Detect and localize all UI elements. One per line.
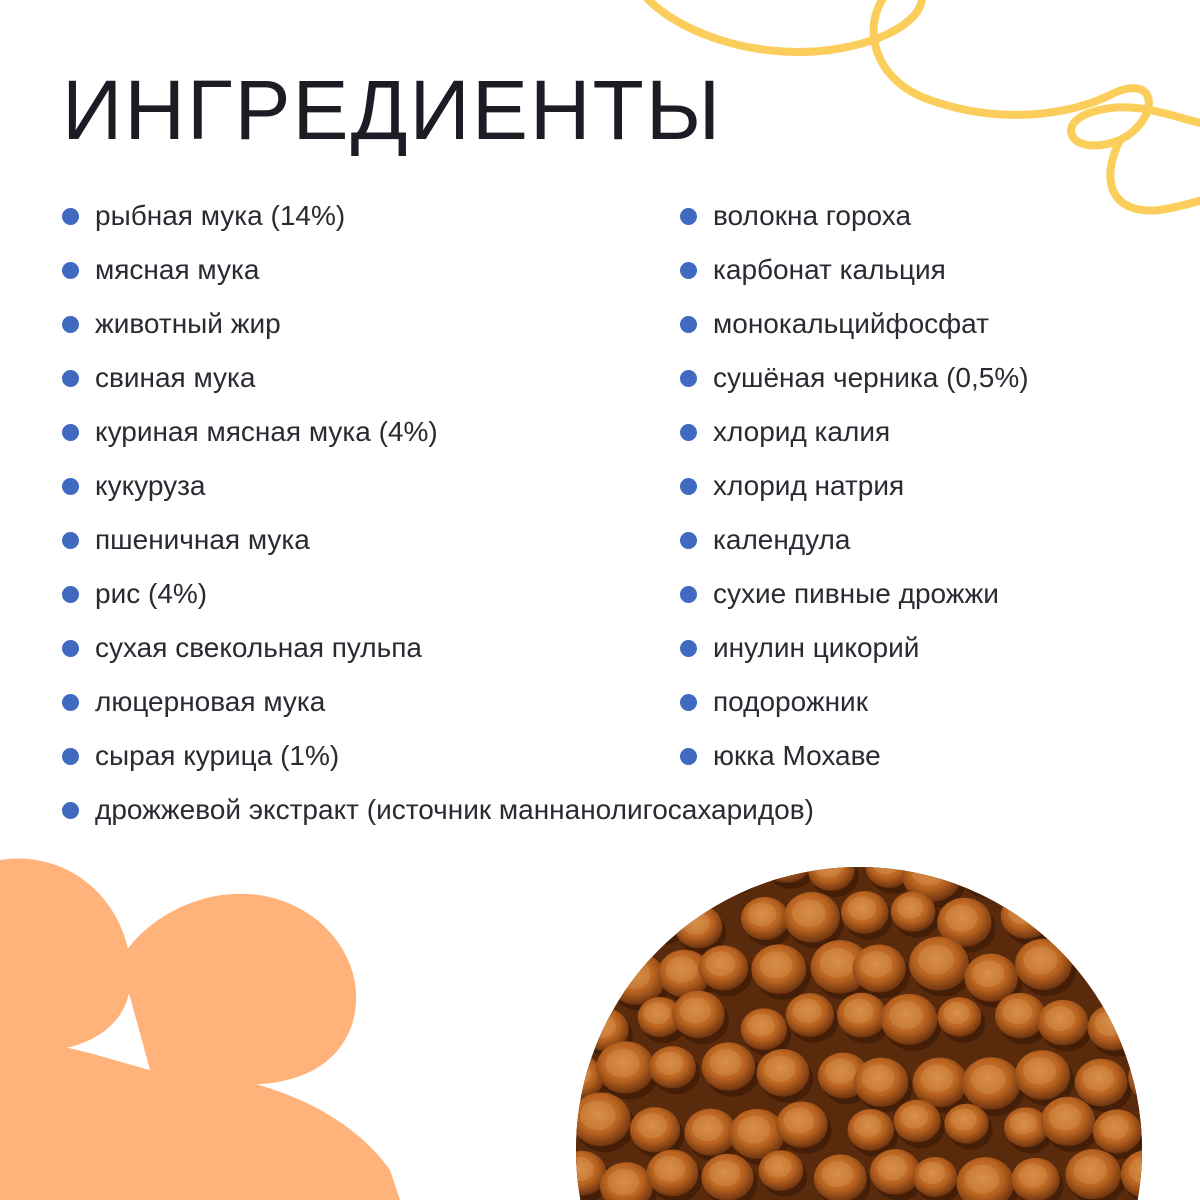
- kibble-pellet: [597, 867, 653, 895]
- ingredient-label: свиная мука: [95, 362, 256, 393]
- ingredient-label: сырая курица (1%): [95, 740, 340, 771]
- bullet-dot: [62, 424, 79, 441]
- bullet-dot: [680, 478, 697, 495]
- kibble-pellet: [1076, 867, 1127, 890]
- ingredient-label: сухая свекольная пульпа: [95, 632, 422, 663]
- bullet-dot: [680, 640, 697, 657]
- flower-decoration: [0, 840, 460, 1200]
- bullet-dot: [62, 532, 79, 549]
- ingredient-label: сушёная черника (0,5%): [713, 362, 1029, 393]
- ingredient-item: [62, 783, 814, 837]
- bullet-dot: [62, 478, 79, 495]
- ingredient-item: [62, 297, 438, 351]
- ingredient-item: [680, 621, 1029, 675]
- bullet-dot: [62, 748, 79, 765]
- bullet-dot: [62, 370, 79, 387]
- ingredient-item: [680, 351, 1029, 405]
- ingredient-label: инулин цикорий: [713, 632, 920, 663]
- ingredient-item: [680, 297, 1029, 351]
- bullet-dot: [62, 694, 79, 711]
- ingredient-label: хлорид натрия: [713, 470, 905, 501]
- ingredients-list-right: [680, 189, 1029, 783]
- ingredient-label: календула: [713, 524, 851, 555]
- ingredient-label: юкка Мохаве: [713, 740, 881, 771]
- ingredient-label: дрожжевой экстракт (источник маннанолигосахаридов): [95, 794, 814, 825]
- ingredients-list-left: [62, 189, 438, 783]
- ingredients-list-bottom: [62, 783, 814, 837]
- ingredient-label: рыбная мука (14%): [95, 200, 346, 231]
- ingredient-label: сухие пивные дрожжи: [713, 578, 999, 609]
- kibble-pellet: [1012, 867, 1069, 895]
- ingredient-item: [680, 189, 1029, 243]
- ingredient-item: [62, 567, 438, 621]
- bullet-dot: [62, 262, 79, 279]
- bullet-dot: [680, 694, 697, 711]
- ingredient-item: [680, 243, 1029, 297]
- ingredient-item: [62, 621, 438, 675]
- ingredient-label: монокальцийфосфат: [713, 308, 989, 339]
- ingredient-label: рис (4%): [95, 578, 208, 609]
- bullet-dot: [680, 208, 697, 225]
- ingredient-item: [62, 189, 438, 243]
- kibble-image: [576, 867, 1142, 1200]
- ingredient-label: хлорид калия: [713, 416, 891, 447]
- ingredient-item: [680, 459, 1029, 513]
- bullet-dot: [680, 370, 697, 387]
- kibble-pellet: [1133, 867, 1142, 893]
- ingredient-label: подорожник: [713, 686, 868, 717]
- kibble-pellet: [646, 867, 703, 904]
- bullet-dot: [680, 424, 697, 441]
- kibble-pellet: [576, 950, 605, 1008]
- bullet-dot: [62, 208, 79, 225]
- bullet-dot: [62, 640, 79, 657]
- ingredient-item: [680, 675, 1029, 729]
- ingredient-label: кукуруза: [95, 470, 206, 501]
- bullet-dot: [680, 316, 697, 333]
- bullet-dot: [62, 802, 79, 819]
- ingredient-label: люцерновая мука: [95, 686, 326, 717]
- ingredient-item: [680, 729, 1029, 783]
- ingredient-item: [680, 513, 1029, 567]
- ingredient-label: карбонат кальция: [713, 254, 946, 285]
- ingredient-item: [62, 459, 438, 513]
- bullet-dot: [62, 316, 79, 333]
- ingredient-item: [62, 729, 438, 783]
- ingredient-label: куриная мясная мука (4%): [95, 416, 438, 447]
- ingredient-label: пшеничная мука: [95, 524, 310, 555]
- ingredient-item: [62, 513, 438, 567]
- bullet-dot: [680, 532, 697, 549]
- ingredient-item: [62, 675, 438, 729]
- ingredient-item: [680, 567, 1029, 621]
- bullet-dot: [680, 586, 697, 603]
- ingredient-label: животный жир: [95, 308, 281, 339]
- bullet-dot: [680, 262, 697, 279]
- ingredient-label: волокна гороха: [713, 200, 912, 231]
- bullet-dot: [62, 586, 79, 603]
- kibble-pellet: [1097, 896, 1142, 945]
- kibble-pellet: [1114, 950, 1142, 1006]
- kibble-photo: [576, 867, 1142, 1200]
- kibble-pellet: [580, 895, 630, 943]
- ingredient-item: [62, 405, 438, 459]
- ingredient-item: [680, 405, 1029, 459]
- ingredient-item: [62, 351, 438, 405]
- ingredient-label: мясная мука: [95, 254, 260, 285]
- bullet-dot: [680, 748, 697, 765]
- kibble-pellet: [576, 867, 603, 895]
- ingredient-item: [62, 243, 438, 297]
- page-title: ИНГРЕДИЕНТЫ: [62, 63, 723, 157]
